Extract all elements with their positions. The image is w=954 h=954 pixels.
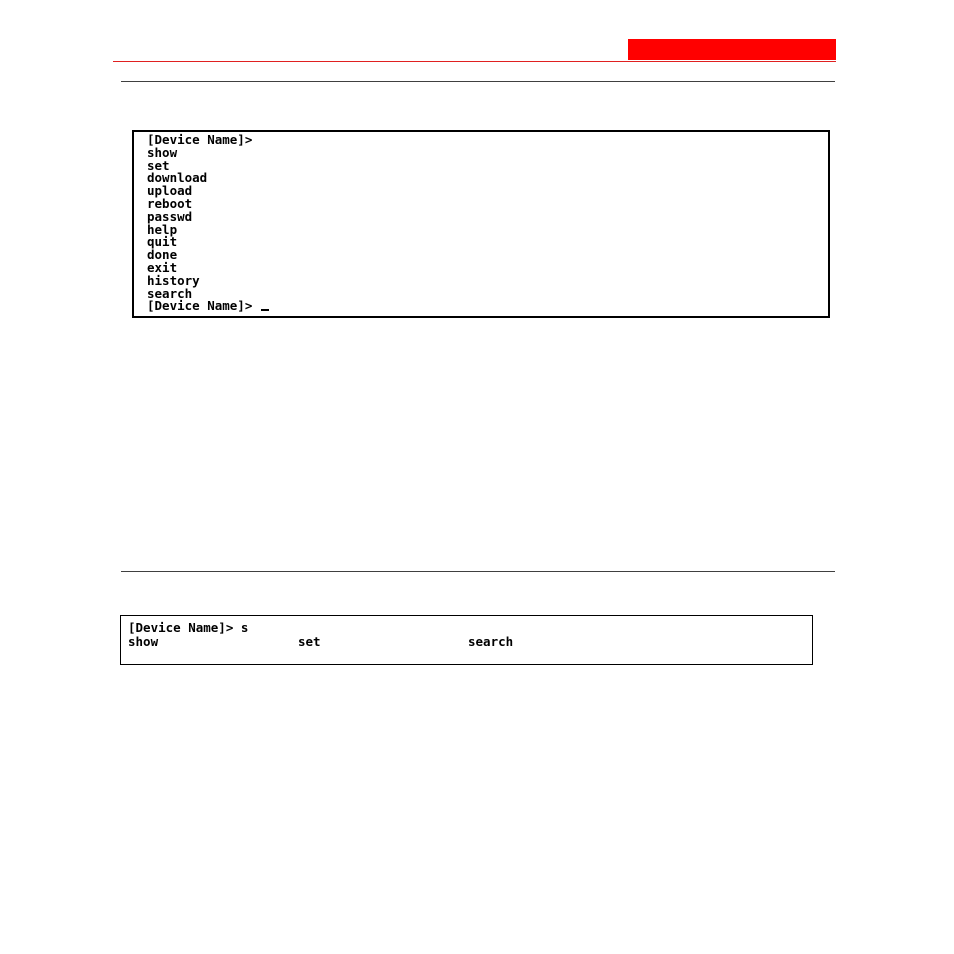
command-item: help: [147, 221, 178, 237]
completion-item: search: [468, 633, 514, 649]
completion-item: set: [298, 633, 321, 649]
command-item: set: [147, 157, 170, 173]
terminal-help-screenshot: [132, 130, 830, 318]
command-item: show: [147, 144, 178, 160]
completion-item: show: [128, 633, 159, 649]
command-item: passwd: [147, 208, 193, 224]
command-item: done: [147, 247, 178, 263]
header-accent-tab: [628, 39, 836, 60]
terminal-final-prompt-line: [147, 300, 828, 313]
header-rule: [113, 61, 836, 62]
command-item: download: [147, 170, 208, 186]
command-list: [147, 144, 828, 301]
command-item: quit: [147, 234, 178, 250]
terminal-completion-screenshot: [120, 615, 813, 665]
terminal-prompt: [Device Name]>: [147, 132, 253, 147]
section-divider-top: [121, 81, 835, 82]
section-divider-bottom: [121, 571, 835, 572]
terminal-final-prompt: [Device Name]>: [147, 298, 253, 314]
command-item: search: [147, 285, 193, 301]
completion-list: [128, 635, 812, 648]
command-item: upload: [147, 183, 193, 199]
command-item: history: [147, 272, 200, 288]
cursor-icon: [261, 309, 269, 311]
completion-input-line: [Device Name]> s: [128, 620, 249, 635]
command-item: exit: [147, 259, 178, 275]
command-item: reboot: [147, 195, 193, 211]
